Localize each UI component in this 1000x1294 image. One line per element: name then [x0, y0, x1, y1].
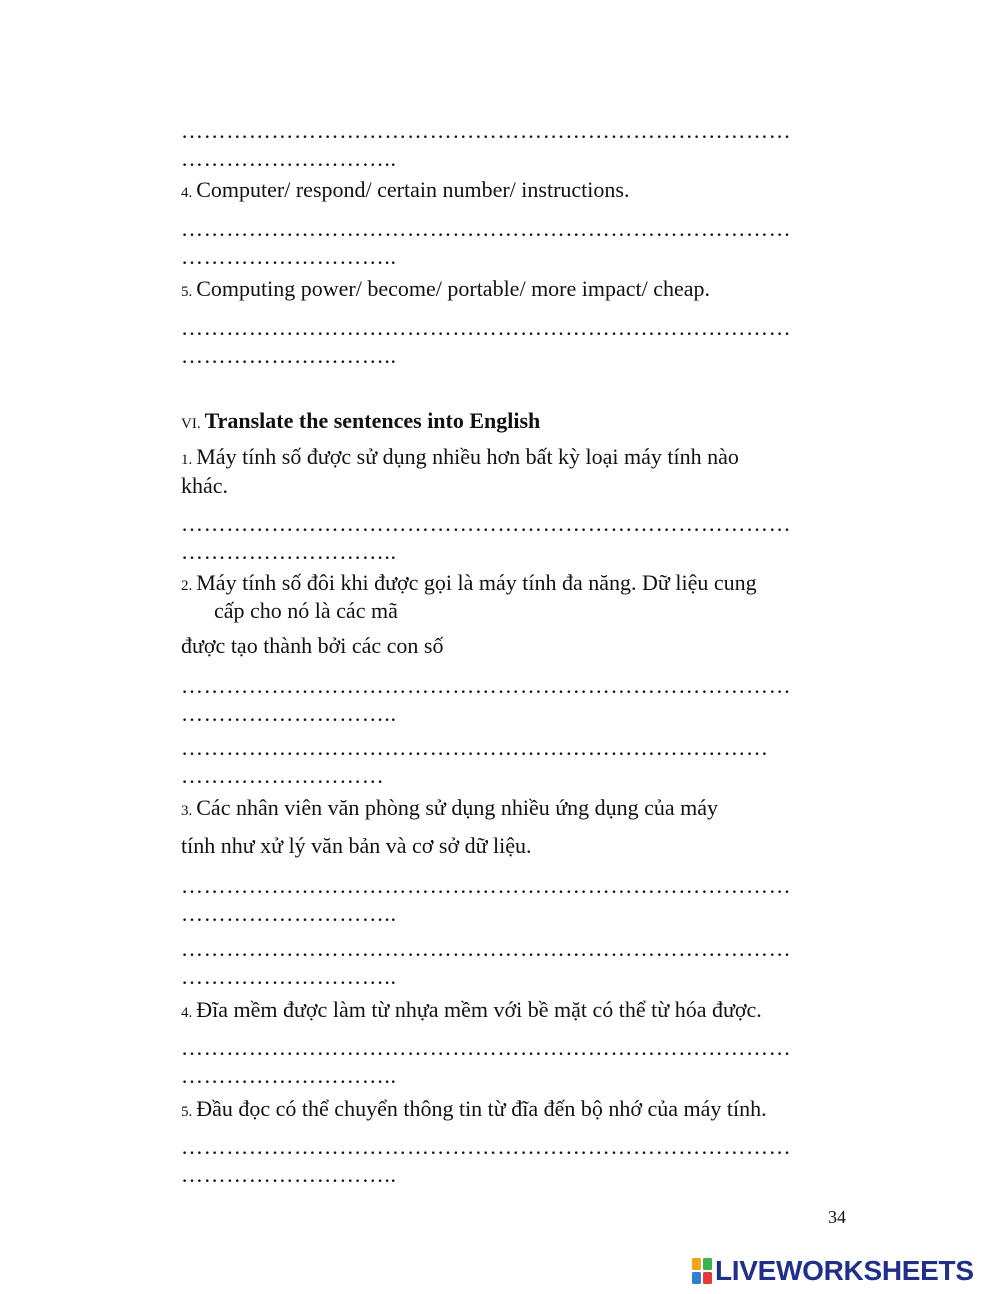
answer-line: ……………………………………………………………………… — [181, 673, 792, 698]
section-heading — [181, 408, 540, 437]
translation-item — [181, 795, 718, 824]
section-title: Translate the sentences into English — [204, 408, 541, 433]
item-number: 3. — [181, 803, 193, 819]
answer-line: ……………………….. — [181, 1162, 397, 1187]
item-text-continuation: khác. — [181, 473, 229, 498]
answer-line: ……………………………………………………………………… — [181, 216, 792, 241]
answer-line: ……………………………………………………………………… — [181, 511, 792, 536]
answer-line: ……………………………………………………………………… — [181, 118, 792, 143]
answer-line: ……………………….. — [181, 701, 397, 726]
item-text: Computer/ respond/ certain number/ instructions. — [196, 177, 630, 202]
item-number: 5. — [181, 1104, 193, 1120]
answer-line: ……………………………………………………………………… — [181, 315, 792, 340]
translation-item — [181, 570, 757, 599]
item-text: Computing power/ become/ portable/ more impact/ cheap. — [196, 276, 711, 301]
liveworksheets-logo[interactable] — [692, 1254, 990, 1288]
exercise-item — [181, 276, 710, 305]
liveworksheets-logo-icon — [692, 1258, 712, 1284]
item-text-continuation: tính như xử lý văn bản và cơ sở dữ liệu. — [181, 833, 532, 858]
answer-line: ……………………………………………………………………… — [181, 873, 792, 898]
answer-line: ……………………….. — [181, 1063, 397, 1088]
translation-item — [181, 444, 739, 473]
item-text: Máy tính số được sử dụng nhiều hơn bất kỳ loại máy tính nào — [196, 444, 739, 469]
logo-text: LIVEWORKSHEETS — [715, 1255, 974, 1286]
answer-line: ……………………….. — [181, 146, 397, 171]
item-number: 2. — [181, 578, 193, 594]
section-number: VI. — [181, 416, 201, 432]
answer-line: ……………………………………………………………………… — [181, 936, 792, 961]
item-text: Đầu đọc có thể chuyển thông tin từ đĩa đến bộ nhớ của máy tính. — [196, 1096, 767, 1121]
item-text-continuation: được tạo thành bởi các con số — [181, 633, 444, 658]
item-text: Các nhân viên văn phòng sử dụng nhiều ứng dụng của máy — [196, 795, 719, 820]
answer-line: ……………………….. — [181, 964, 397, 989]
item-text: Đĩa mềm được làm từ nhựa mềm với bề mặt có thể từ hóa được. — [196, 997, 762, 1022]
answer-line: ……………………….. — [181, 244, 397, 269]
item-number: 4. — [181, 1005, 193, 1021]
answer-line: …………………………………………………………………… — [181, 735, 769, 760]
item-number: 5. — [181, 284, 193, 300]
answer-line: ……………………………………………………………………… — [181, 1134, 792, 1159]
item-text-continuation: cấp cho nó là các mã — [214, 598, 398, 623]
answer-line: ……………………….. — [181, 901, 397, 926]
item-number: 1. — [181, 452, 193, 468]
answer-line: ……………………….. — [181, 539, 397, 564]
answer-line: ……………………… — [181, 763, 385, 788]
exercise-item — [181, 177, 629, 206]
answer-line: ……………………………………………………………………… — [181, 1035, 792, 1060]
item-text: Máy tính số đôi khi được gọi là máy tính đa năng. Dữ liệu cung — [196, 570, 757, 595]
item-number: 4. — [181, 185, 193, 201]
page-number: 34 — [828, 1207, 846, 1227]
answer-line: ……………………….. — [181, 343, 397, 368]
translation-item — [181, 1096, 767, 1125]
translation-item — [181, 997, 762, 1026]
